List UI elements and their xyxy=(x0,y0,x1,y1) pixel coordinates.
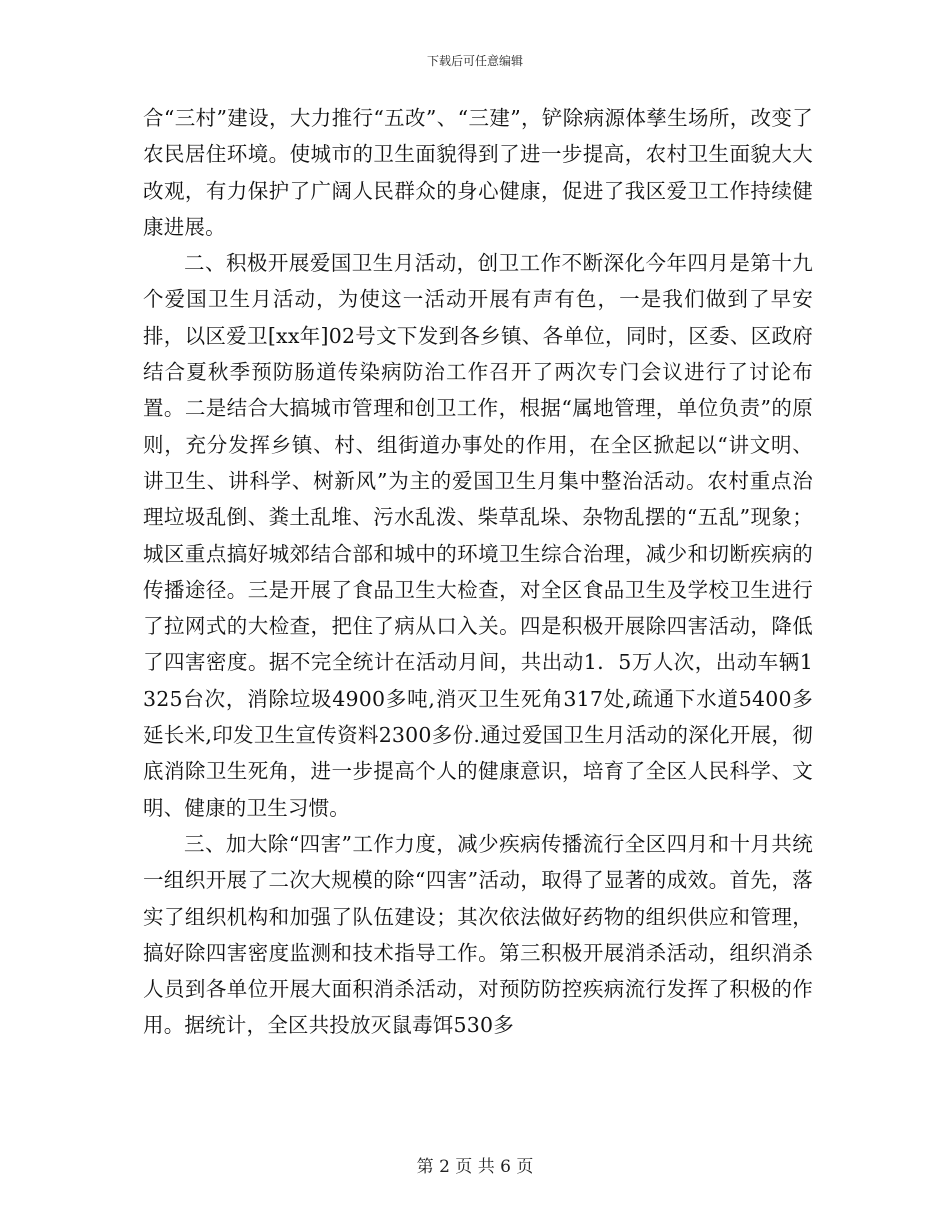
header-text: 下载后可任意编辑 xyxy=(426,54,523,68)
page-number: 第 2 页 共 6 页 xyxy=(416,1157,534,1177)
document-body xyxy=(143,100,813,1044)
paragraph-1: 合“三村”建设，大力推行“五改”、“三建”，铲除病源体孳生场所，改变了农民居住环境。使城市的卫生面貌得到了进一步提高，农村卫生面貌大大改观，有力保护了广阔人民群众的身心健康，促进了我区爱卫工作持续健康进展。 xyxy=(143,106,813,239)
paragraph-3: 三、加大除“四害”工作力度，减少疾病传播流行全区四月和十月共统一组织开展了二次大规模的除“四害”活动，取得了显著的成效。首先，落实了组织机构和加强了队伍建设；其次依法做好药物的组织供应和管理，搞好除四害密度监测和技术指导工作。第三积极开展消杀活动，组织消杀人员到各单位开展大面积消杀活动，对预防防控疾病流行发挥了积极的作用。据统计，全区共投放灭鼠毒饵530多 xyxy=(143,831,813,1038)
page-header xyxy=(0,54,950,68)
page-footer xyxy=(0,1157,950,1177)
paragraph-2: 二、积极开展爱国卫生月活动，创卫工作不断深化今年四月是第十九个爱国卫生月活动，为使这一活动开展有声有色，一是我们做到了早安排，以区爱卫[xx年]02号文下发到各乡镇、各单位，同时，区委、区政府结合夏秋季预防肠道传染病防治工作召开了两次专门会议进行了讨论布置。二是结合大搞城市管理和创卫工作，根据“属地管理，单位负责”的原则，充分发挥乡镇、村、组街道办事处的作用，在全区掀起以“讲文明、讲卫生、讲科学、树新风”为主的爱国卫生月集中整治活动。农村重点治理垃圾乱倒、粪土乱堆、污水乱泼、柴草乱垛、杂物乱摆的“五乱”现象；城区重点搞好城郊结合部和城中的环境卫生综合治理，减少和切断疾病的传播途径。三是开展了食品卫生大检查，对全区食品卫生及学校卫生进行了拉网式的大检查，把住了病从口入关。四是积极开展除四害活动，降低了四害密度。据不完全统计在活动月间，共出动1．5万人次，出动车辆1325台次，消除垃圾4900多吨,消灭卫生死角317处,疏通下水道5400多延长米,印发卫生宣传资料2300多份.通过爱国卫生月活动的深化开展，彻底消除卫生死角，进一步提高个人的健康意识，培育了全区人民科学、文明、健康的卫生习惯。 xyxy=(143,251,813,820)
